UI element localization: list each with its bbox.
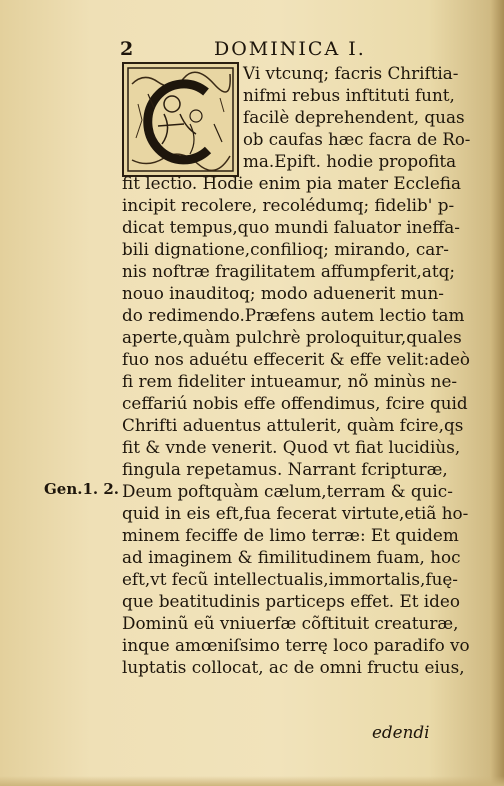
woodcut-initial-icon: [124, 64, 237, 175]
decorated-initial-c: [122, 62, 239, 177]
text-line: nouo inauditoq; modo aduenerit mun-: [122, 283, 444, 303]
text-line: fit lectio. Hodie enim pia mater Ecclefia: [122, 173, 461, 193]
text-line: eft,vt fecũ intellectualis,immortalis,fuę-: [122, 569, 458, 589]
catchword: edendi: [372, 722, 430, 742]
text-line: do redimendo.Præfens autem lectio tam: [122, 305, 465, 325]
text-line: fuo nos aduétu effecerit & effe velit:adeò: [122, 349, 470, 369]
margin-note: Gen.1. 2.: [44, 480, 120, 498]
text-line: Deum poftquàm cælum,terram & quic-: [122, 481, 453, 501]
text-line: bili dignatione,confilioq; mirando, car-: [122, 239, 449, 259]
folio-number: 2: [120, 38, 135, 60]
text-line: ob caufas hæc facra de Ro-: [243, 129, 471, 149]
page-header: [120, 38, 420, 62]
text-line: fit & vnde venerit. Quod vt fiat lucidiùs,: [122, 437, 461, 457]
text-line: que beatitudinis particeps effet. Et ideo: [122, 591, 460, 611]
text-line: minem feciffe de limo terræ: Et quidem: [122, 525, 459, 545]
text-line: fi rem fideliter intueamur, nõ minùs ne-: [122, 371, 458, 391]
text-line: incipit recolere, recolédumq; fidelib' p-: [122, 195, 455, 215]
text-line: nifmi rebus inftituti funt,: [243, 85, 455, 105]
text-line: Chrifti aduentus attulerit, quàm fcire,qs: [122, 415, 464, 435]
text-line: fingula repetamus. Narrant fcripturæ,: [122, 459, 448, 479]
text-line: luptatis collocat, ac de omni fructu eius,: [122, 657, 465, 677]
text-line: Dominũ eũ vniuerfæ cõftituit creaturæ,: [122, 613, 459, 633]
text-line: inque amœniſsimo terrę loco paradifo vo: [122, 635, 470, 655]
text-line: nis noftræ fragilitatem affumpferit,atq;: [122, 261, 456, 281]
page-edge-shadow: [490, 0, 504, 786]
running-head: DOMINICA I.: [214, 38, 366, 60]
text-line: ceffariú nobis effe offendimus, fcire quid: [122, 393, 468, 413]
page-bottom-shadow: [0, 776, 504, 786]
text-line: dicat tempus,quo mundi faluator ineffa-: [122, 217, 460, 237]
text-line: Vi vtcunq; facris Chriftia-: [243, 63, 459, 83]
text-line: ma.Epift. hodie propofita: [243, 151, 457, 171]
text-line: facilè deprehendent, quas: [243, 107, 465, 127]
text-line: aperte,quàm pulchrè proloquitur,quales: [122, 327, 462, 347]
text-line: quid in eis eft,fua fecerat virtute,etiã ho-: [122, 503, 469, 523]
text-line: ad imaginem & fimilitudinem fuam, hoc: [122, 547, 461, 567]
